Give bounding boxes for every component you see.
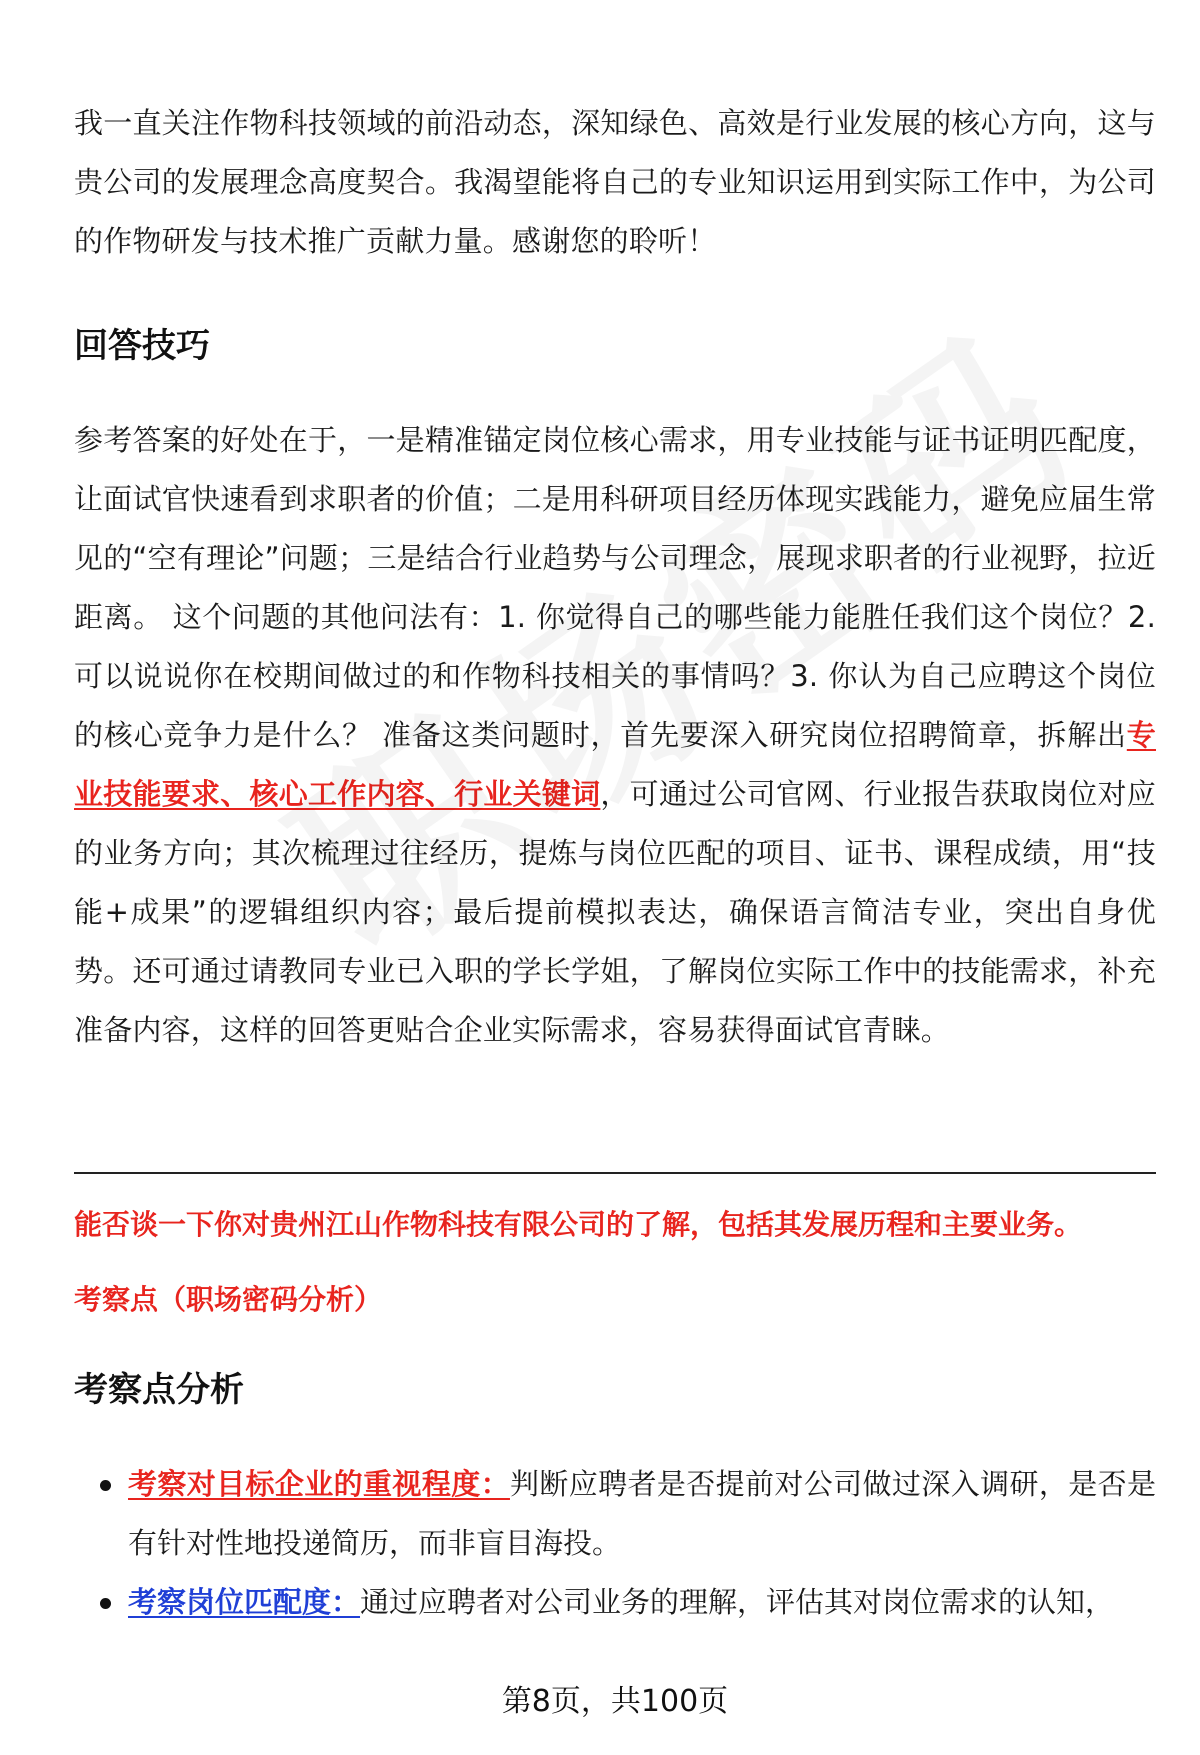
analysis-item-text: 判断应聘者是否提前对公司做过深入调研，是否是有针对性地投递简历，而非盲目海投。 [128,1467,1156,1560]
intro-paragraph: 我一直关注作物科技领域的前沿动态，深知绿色、高效是行业发展的核心方向，这与贵公司的发展理念高度契合。我渴望能将自己的专业知识运用到实际工作中，为公司的作物研发与技术推广贡献力量。感谢您的聆听！ [74,106,1156,258]
page-number: 第8页，共100页 [501,1684,729,1719]
tips-keyword-highlight: 专业技能要求、核心工作内容、行业关键词 [74,718,1156,811]
analysis-item-label: 考察对目标企业的重视程度： [128,1467,510,1501]
analysis-list [74,1455,1156,1632]
tips-paragraph [74,411,1156,1060]
interview-question: 能否谈一下你对贵州江山作物科技有限公司的了解，包括其发展历程和主要业务。 [74,1208,1083,1241]
analysis-item-label: 考察岗位匹配度： [128,1585,361,1619]
tips-text-before: 参考答案的好处在于，一是精准锚定岗位核心需求，用专业技能与证书证明匹配度，让面试官快速看到求职者的价值；二是用科研项目经历体现实践能力，避免应届生常见的“空有理论”问题；三是结合行业趋势与公司理念，展现求职者的行业视野，拉近距离。 这个问题的其他问法有：1. 你觉得自己的哪些能力能胜任我们这个岗位？2. 可以说说你在校期间做过的和作物科技相关的事情吗？3. 你认为自己应聘这个岗位的核心竞争力是什么？ 准备这类问题时，首先要深入研究岗位招聘简章，拆解出 [74,423,1156,752]
list-item [74,1455,1156,1573]
bullet-dot-icon [100,1480,111,1491]
analysis-heading: 考察点分析 [74,1370,244,1410]
bullet-dot-icon [100,1598,111,1609]
tips-heading: 回答技巧 [74,326,210,366]
tips-text-after: ，可通过公司官网、行业报告获取岗位对应的业务方向；其次梳理过往经历，提炼与岗位匹配的项目、证书、课程成绩，用“技能+成果”的逻辑组织内容；最后提前模拟表达，确保语言简洁专业，突出自身优势。还可通过请教同专业已入职的学长学姐，了解岗位实际工作中的技能需求，补充准备内容，这样的回答更贴合企业实际需求，容易获得面试官青睐。 [74,777,1156,1047]
list-item [74,1573,1156,1632]
document-page [74,0,1156,1755]
question-subtitle: 考察点（职场密码分析） [74,1283,383,1316]
section-divider [74,1172,1156,1174]
analysis-item-text: 通过应聘者对公司业务的理解，评估其对岗位需求的认知， [360,1585,1115,1619]
